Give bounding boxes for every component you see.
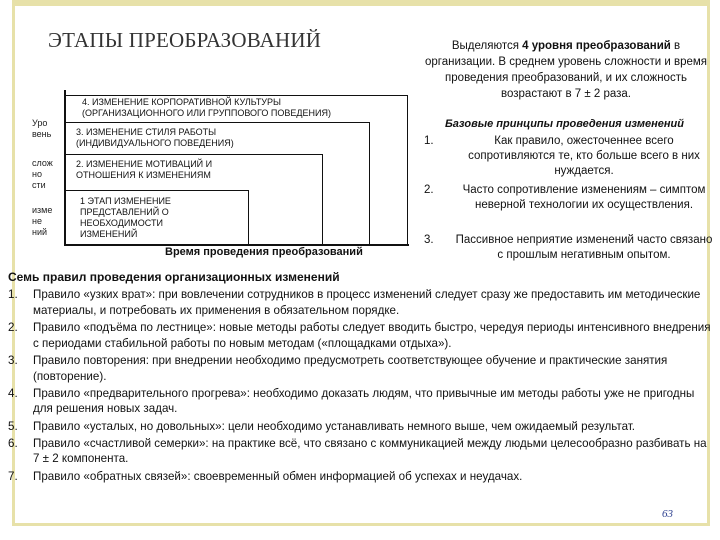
principle-item (424, 134, 716, 179)
principle-number: 1. (424, 135, 434, 147)
rule-item (8, 287, 713, 319)
intro-bold-text: 4 уровня преобразований (522, 40, 671, 52)
step-2-label (76, 159, 212, 181)
step-label-line: ОТНОШЕНИЯ К ИЗМЕНЕНИЯМ (76, 170, 211, 180)
slide-frame-top (12, 0, 710, 6)
rule-number: 6. (8, 436, 18, 450)
step-label-line: 3. ИЗМЕНЕНИЕ СТИЛЯ РАБОТЫ (76, 127, 217, 137)
principle-text: Часто сопротивление изменениям – симптом неверной технологии их осуществления. (462, 184, 706, 211)
y-axis-label-line: вень (32, 129, 52, 139)
principle-text: Как правило, ожесточеннее всего сопротивляются те, кто больше всего в них нуждается. (468, 135, 700, 177)
rule-item (8, 353, 713, 385)
step-label-line: ПРЕДСТАВЛЕНИЙ О (80, 207, 169, 217)
rule-number: 4. (8, 386, 18, 400)
step-label-line: НЕОБХОДИМОСТИ (80, 218, 163, 228)
step-label-line: 4. ИЗМЕНЕНИЕ КОРПОРАТИВНОЙ КУЛЬТУРЫ (82, 97, 281, 107)
rule-number: 1. (8, 288, 18, 301)
y-axis-label-line: но (32, 169, 42, 179)
rule-item (8, 320, 713, 352)
rule-item (8, 419, 713, 435)
rule-text: Правило повторения: при внедрении необходимо предусмотреть соответствующее обучение и практические занятия (повторение). (33, 353, 668, 383)
principle-item (424, 233, 716, 263)
y-axis-label-line: Уро (32, 118, 48, 128)
rule-text: Правило «обратных связей»: своевременный обмен информацией об успехах и неудачах. (33, 469, 523, 483)
y-axis-label-line: ний (32, 227, 48, 237)
rule-text: Правило «узких врат»: при вовлечении сотрудников в процесс изменений следует сразу же предоставить им методические материалы, и потребовать их применения в обязательном порядке. (33, 288, 701, 317)
intro-text-1: Выделяются (451, 40, 523, 52)
rule-item (8, 469, 713, 485)
y-axis-label (32, 118, 62, 238)
principle-item (424, 183, 716, 213)
slide-frame-bottom (12, 523, 710, 526)
rule-number: 5. (8, 419, 18, 433)
step-1-label (80, 196, 171, 240)
rules-list (8, 287, 713, 486)
rule-text: Правило «счастливой семерки»: на практике всё, что связано с коммуникацией между людьми целесообразно разбивать на 7 ± 2 компонента. (33, 436, 707, 466)
principle-number: 2. (424, 184, 434, 196)
step-label-line: 2. ИЗМЕНЕНИЕ МОТИВАЦИЙ И (76, 159, 213, 169)
step-label-line: (ОРГАНИЗАЦИОННОГО ИЛИ ГРУППОВОГО ПОВЕДЕНИЯ) (82, 108, 331, 118)
rule-text: Правило «предварительного прогрева»: необходимо доказать людям, что привычные им методы работы уже не пригодны для решения новых задач. (33, 386, 695, 416)
levels-intro (420, 38, 712, 102)
y-axis-label-line: изме (32, 205, 53, 215)
rule-text: Правило «подъёма по лестнице»: новые методы работы следует вводить быстро, чередуя периоды интенсивного внедрения с периодами стабильной работы по новым методам («площадками отдыха»). (33, 320, 711, 350)
page-title: ЭТАПЫ ПРЕОБРАЗОВАНИЙ (48, 28, 322, 52)
rule-number: 3. (8, 353, 18, 367)
x-axis-label: Время проведения преобразований (165, 246, 363, 258)
rule-item (8, 436, 713, 468)
y-axis-label-line: слож (32, 158, 53, 168)
rule-item (8, 386, 713, 418)
rules-title: Семь правил проведения организационных изменений (8, 270, 340, 284)
step-3-label (76, 127, 234, 149)
y-axis-label-line: сти (32, 180, 46, 190)
principles-title: Базовые принципы проведения изменений (445, 118, 684, 130)
step-label-line: ИЗМЕНЕНИЙ (80, 229, 138, 239)
step-label-line: 1 ЭТАП ИЗМЕНЕНИЕ (80, 196, 171, 206)
principle-text: Пассивное неприятие изменений часто связано с прошлым негативным опытом. (455, 234, 713, 261)
intro-text-2: в организации. В среднем уровень сложности и время проведения преобразований, и их сложность возрастают в 7 ± 2 раза. (424, 40, 708, 100)
principle-number: 3. (424, 234, 434, 246)
step-4-label (82, 97, 331, 119)
rule-number: 7. (8, 469, 18, 483)
page-number: 63 (662, 508, 673, 520)
y-axis-label-line: не (32, 216, 42, 226)
rule-number: 2. (8, 320, 18, 334)
rule-text: Правило «усталых, но довольных»: цели необходимо устанавливать немного выше, чем ожидаемый результат. (33, 419, 636, 433)
step-label-line: (ИНДИВИДУАЛЬНОГО ПОВЕДЕНИЯ) (76, 138, 234, 148)
